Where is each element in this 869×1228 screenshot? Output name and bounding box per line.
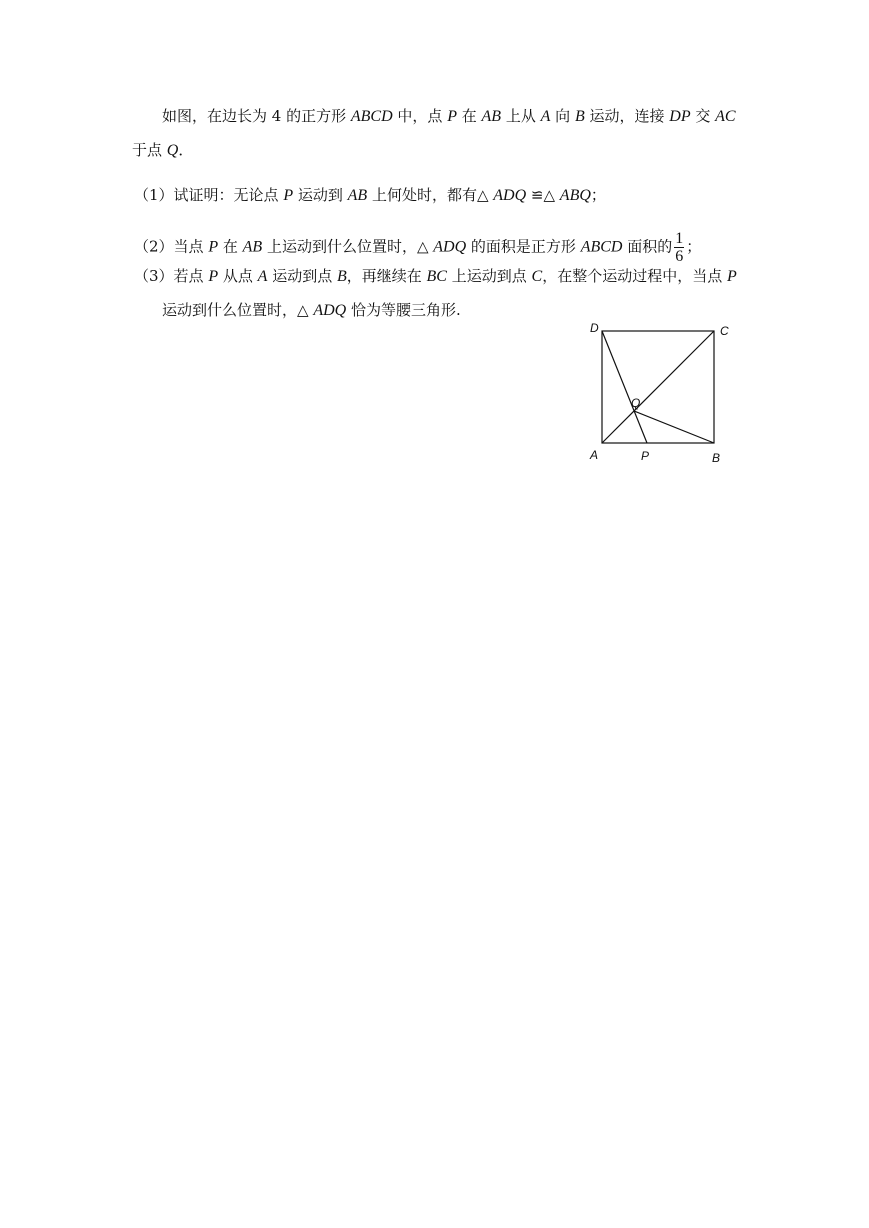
label-c: C	[720, 324, 729, 338]
question-3-line-1: （3）若点 P 从点 A 运动到点 B，再继续在 BC 上运动到点 C，在整个运动过程中，当点 P	[134, 267, 737, 285]
fraction-one-sixth	[674, 230, 684, 265]
square-figure	[580, 316, 740, 468]
diagonal-ac	[602, 331, 714, 443]
segment-bq	[634, 411, 714, 443]
label-b: B	[712, 451, 721, 465]
fraction-numerator: 1	[675, 230, 684, 247]
var-b: B	[574, 108, 585, 125]
question-1: （1）试证明：无论点 P 运动到 AB 上何处时，都有△ ADQ ≌△ ABQ；	[134, 186, 606, 204]
label-q: Q	[631, 396, 641, 410]
fraction-denominator: 6	[675, 248, 684, 265]
var-a: A	[540, 108, 551, 125]
label-p: P	[641, 449, 650, 463]
intro-line-1: 如图，在边长为 4 的正方形 ABCD 中，点 P 在 AB 上从 A 向 B 运动，连接 DP 交 AC	[162, 107, 736, 125]
question-3-line-2: 运动到什么位置时，△ ADQ 恰为等腰三角形.	[162, 301, 461, 319]
segment-dp	[602, 331, 647, 443]
intro-line-2: 于点 Q．	[132, 141, 194, 159]
question-2: （2）当点 P 在 AB 上运动到什么位置时，△ ADQ 的面积是正方形 ABCD 面积的 $\frac{1}{6}$ ；	[134, 230, 702, 265]
var-abcd: ABCD	[350, 108, 393, 125]
label-a: A	[590, 448, 599, 462]
var-ab: AB	[481, 108, 502, 125]
var-dp: DP	[669, 108, 691, 125]
var-ac: AC	[715, 108, 736, 125]
var-q: Q	[166, 142, 179, 159]
label-d: D	[590, 321, 599, 335]
var-p: P	[447, 108, 457, 125]
